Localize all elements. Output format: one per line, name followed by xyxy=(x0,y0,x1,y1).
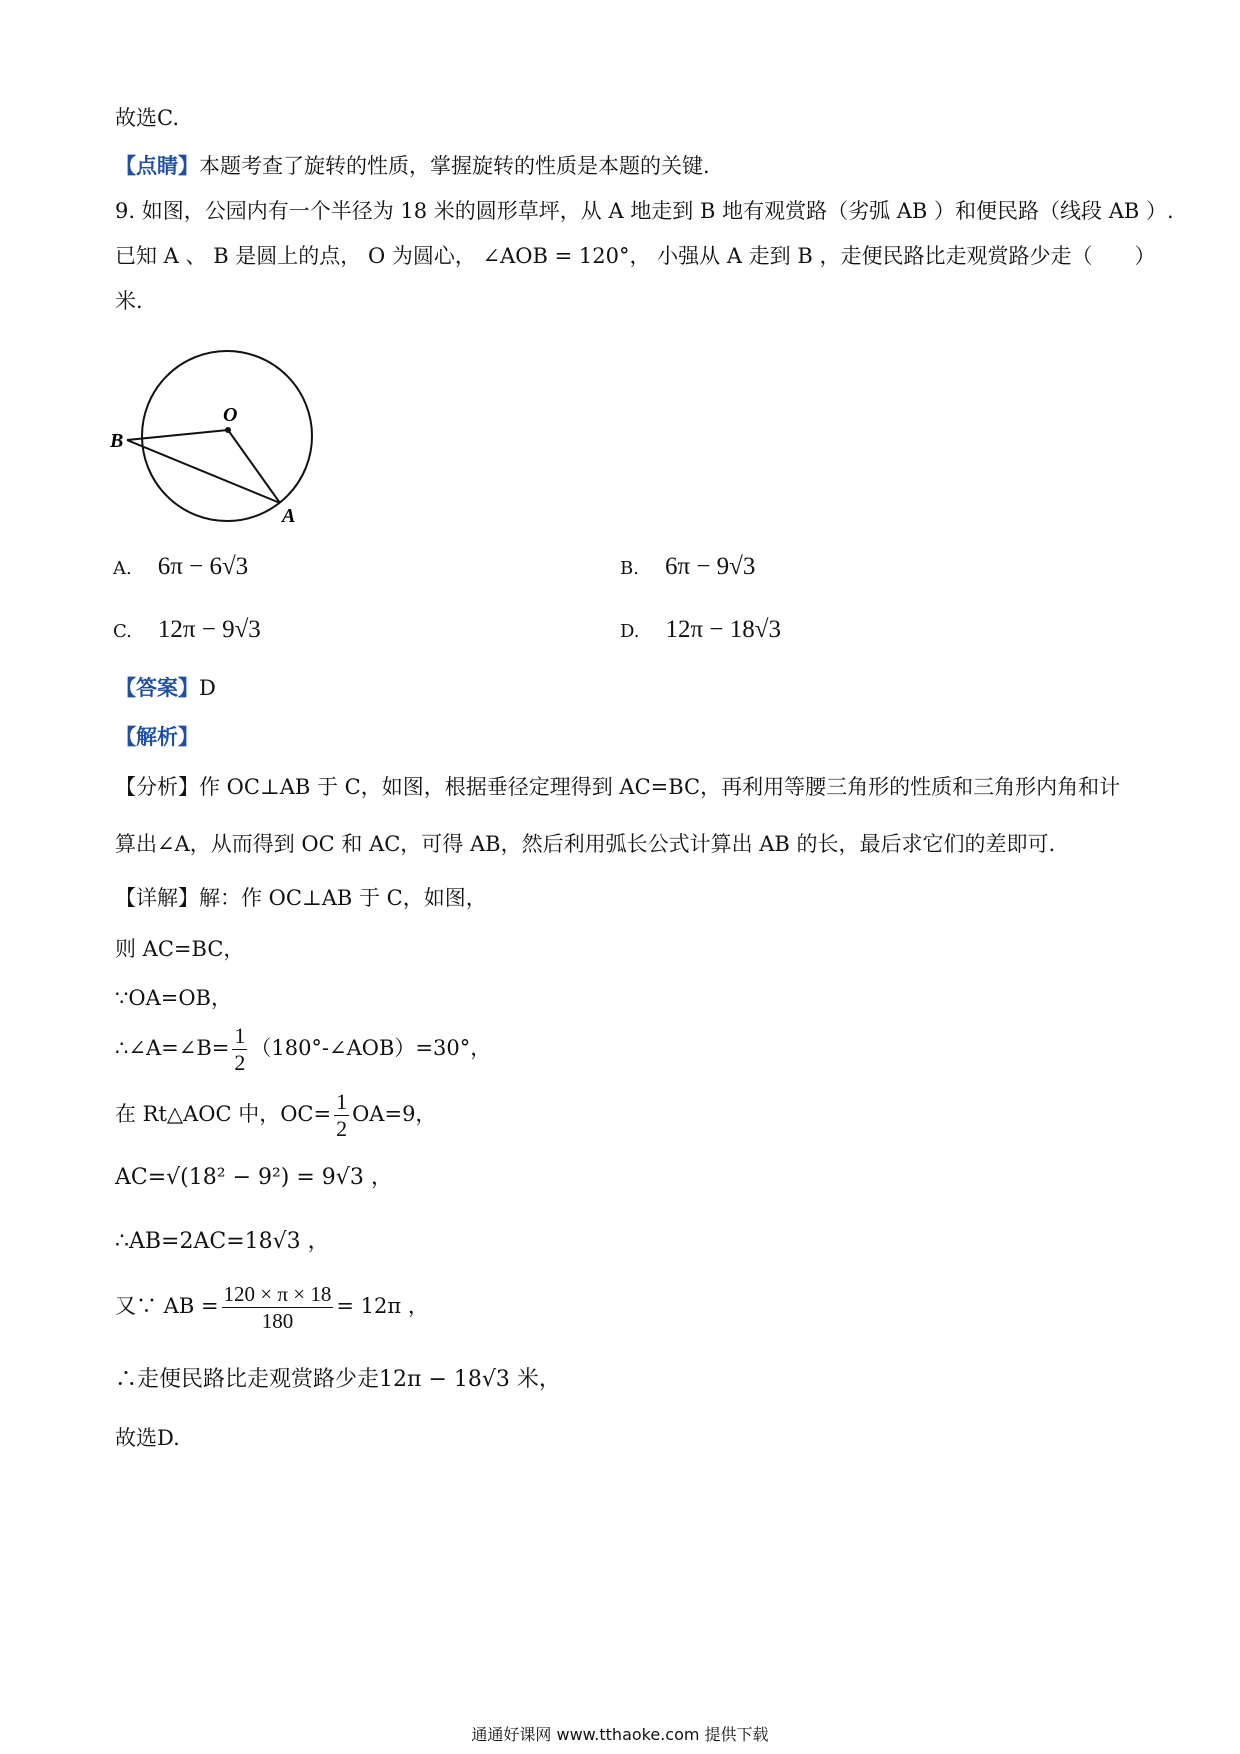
dianjing-paragraph xyxy=(115,152,710,180)
detail-line-9: ∴走便民路比走观赏路少走12π − 18√3 米， xyxy=(115,1367,561,1392)
detail-line-8 xyxy=(115,1280,429,1334)
center-point xyxy=(225,427,231,433)
label-o: O xyxy=(223,404,238,426)
fraction-numerator: 1 xyxy=(234,1023,246,1048)
dianjing-tag: 【点睛】 xyxy=(115,153,199,178)
line4-post: （180°-∠AOB）=30°， xyxy=(250,1036,492,1060)
fenxi-tag: 【分析】 xyxy=(115,775,199,799)
option-letter: C. xyxy=(113,621,132,642)
analysis-line-2: 算出∠A，从而得到 OC 和 AC，可得 AB，然后利用弧长公式计算出 AB 的长，最后求它们的差即可. xyxy=(115,832,1056,856)
answer-value: D xyxy=(199,676,216,700)
option-c xyxy=(113,615,261,647)
analysis-tag: 【解析】 xyxy=(115,724,199,749)
fraction-denominator: 180 xyxy=(261,1309,294,1333)
option-letter: B. xyxy=(620,558,639,579)
line5-post: OA=9， xyxy=(352,1102,437,1126)
option-expr: 12π − 18√3 xyxy=(665,616,781,643)
detail-line-10: 故选D. xyxy=(115,1426,180,1450)
fraction-denominator: 2 xyxy=(336,1116,348,1141)
detail-line-4 xyxy=(115,1022,491,1076)
page-footer: 通通好课网 www.tthaoke.com 提供下载 xyxy=(471,1725,769,1744)
fraction-half xyxy=(334,1089,349,1142)
option-expr: 6π − 9√3 xyxy=(664,553,756,580)
circle-diagram xyxy=(110,340,330,540)
analysis-heading xyxy=(115,723,199,751)
option-expr: 6π − 6√3 xyxy=(157,553,249,580)
arc-length-fraction xyxy=(222,1281,334,1334)
fraction-numerator: 120 × π × 18 xyxy=(223,1282,332,1306)
detail-line-7: ∴AB=2AC=18√3 ， xyxy=(115,1229,330,1254)
detail-line-6: AC=√(18² − 9²) = 9√3 ， xyxy=(115,1165,393,1190)
analysis-line-1 xyxy=(115,773,1120,801)
xiangjie-text-1: 解：作 OC⊥AB 于 C，如图， xyxy=(199,886,487,910)
line8-post: = 12π ， xyxy=(336,1294,429,1318)
text-line: 故选C. xyxy=(115,106,179,130)
line8-pre: 又∵ AB = xyxy=(115,1294,219,1318)
option-a xyxy=(113,552,248,584)
label-a: A xyxy=(282,505,296,527)
option-letter: D. xyxy=(620,621,640,642)
option-letter: A. xyxy=(113,558,132,579)
question-line-3: 米. xyxy=(115,289,143,313)
option-d xyxy=(620,615,781,647)
detail-line-1 xyxy=(115,884,487,912)
question-line-2: 已知 A 、 B 是圆上的点， O 为圆心， ∠AOB = 120°， 小强从 A 走到 B ，走便民路比走观赏路少走（ ） xyxy=(115,244,1156,268)
fraction-denominator: 2 xyxy=(234,1050,246,1075)
line5-pre: 在 Rt△AOC 中，OC= xyxy=(115,1102,332,1126)
dianjing-text: 本题考查了旋转的性质，掌握旋转的性质是本题的关键. xyxy=(199,154,710,178)
xiangjie-tag: 【详解】 xyxy=(115,886,199,910)
option-b xyxy=(620,552,755,584)
fraction-half xyxy=(232,1023,247,1076)
fraction-numerator: 1 xyxy=(336,1089,348,1114)
detail-line-2: 则 AC=BC， xyxy=(115,937,245,961)
fenxi-text-1: 作 OC⊥AB 于 C，如图，根据垂径定理得到 AC=BC，再利用等腰三角形的性质和三角形内角和计 xyxy=(199,775,1121,799)
detail-line-3: ∵OA=OB， xyxy=(115,986,232,1010)
option-expr: 12π − 9√3 xyxy=(157,616,261,643)
question-line-1: 9. 如图，公园内有一个半径为 18 米的圆形草坪，从 A 地走到 B 地有观赏路（劣弧 AB ）和便民路（线段 AB ）. xyxy=(115,199,1174,223)
answer-line xyxy=(115,674,216,702)
detail-line-5 xyxy=(115,1088,436,1142)
answer-tag: 【答案】 xyxy=(115,675,199,700)
line4-pre: ∴∠A=∠B= xyxy=(115,1036,230,1060)
label-b: B xyxy=(110,430,124,452)
